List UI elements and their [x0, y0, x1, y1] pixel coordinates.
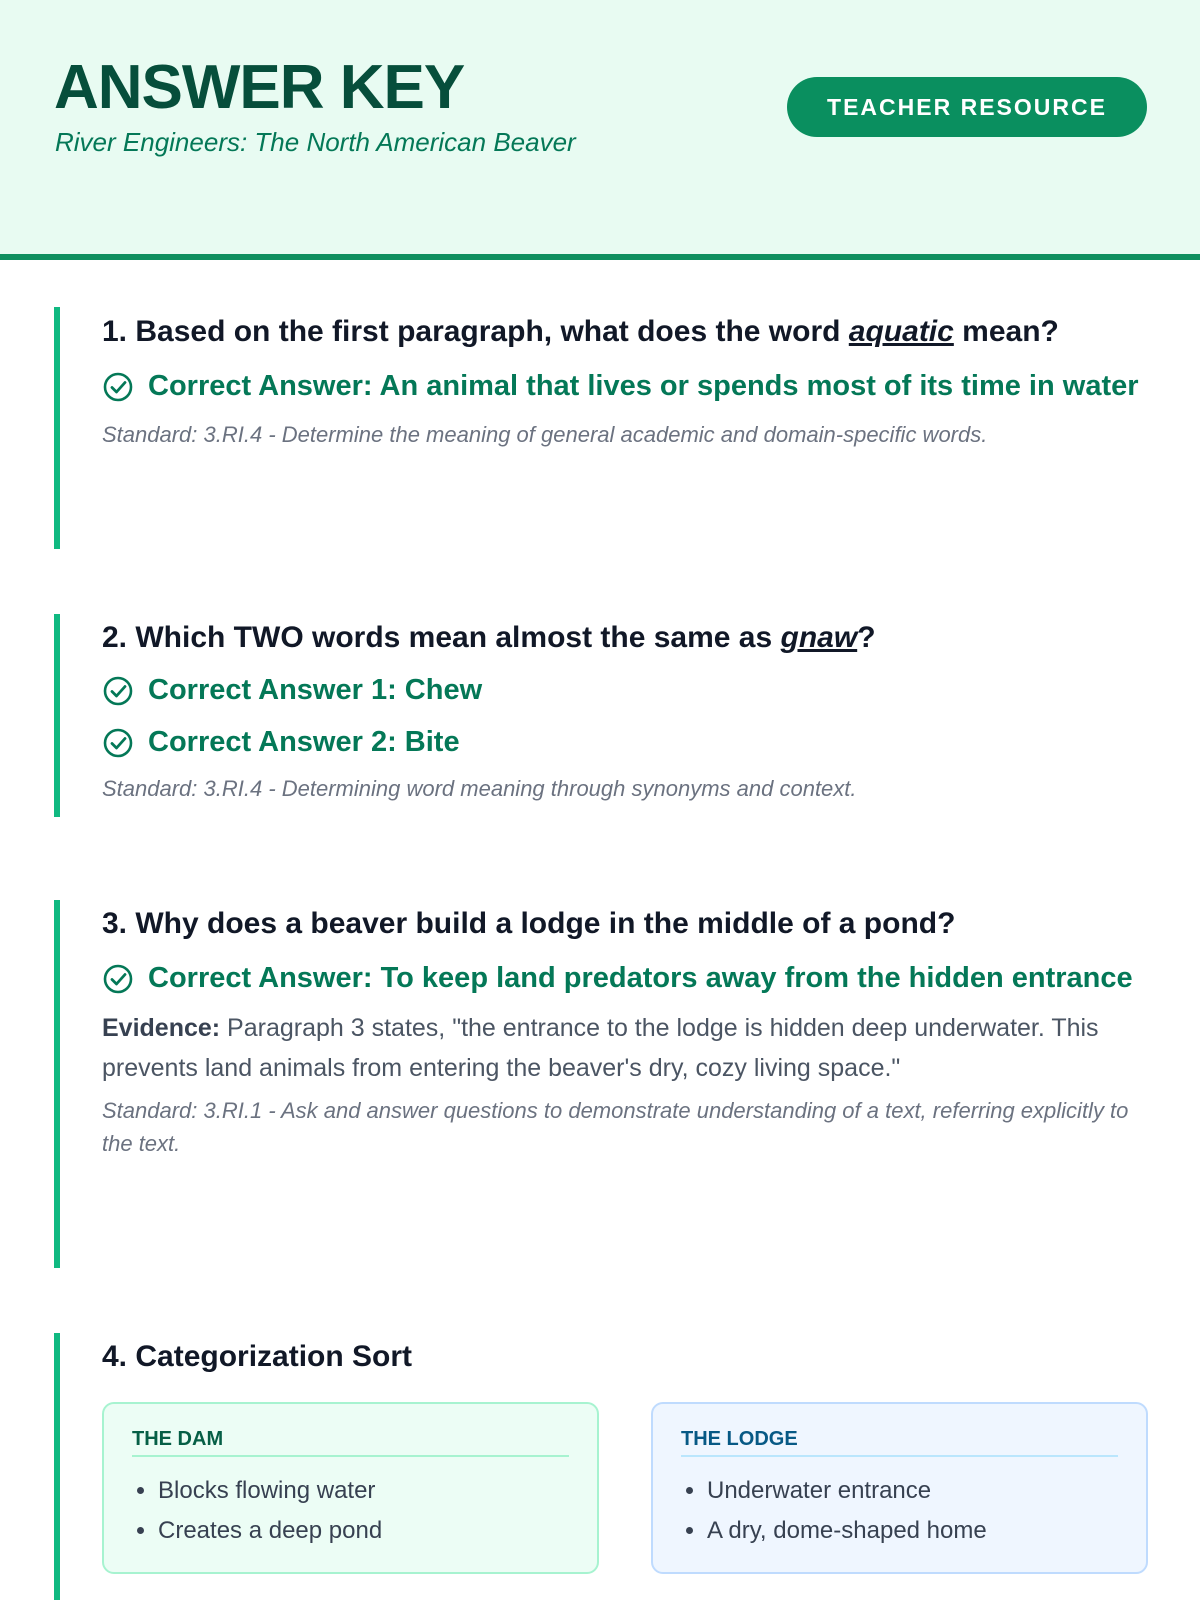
question-3-section [54, 900, 1148, 1268]
page-subtitle: River Engineers: The North American Beaver [55, 127, 576, 157]
standard-note: Standard: 3.RI.1 - Ask and answer questions to demonstrate understanding of a text, referring explicitly to the text. [102, 1098, 1129, 1156]
question-1-text [102, 309, 1148, 355]
lodge-category-card [651, 1402, 1148, 1574]
question-1-suffix: mean? [953, 315, 1059, 348]
standard-note: Standard: 3.RI.4 - Determine the meaning of general academic and domain-specific words. [102, 422, 988, 447]
question-2-section [54, 614, 1148, 817]
question-2-answer-2 [102, 719, 1148, 766]
check-circle-icon [102, 675, 134, 707]
question-3-answer [102, 955, 1148, 1002]
dam-card-title: THE DAM [132, 1428, 569, 1457]
question-2-term: gnaw [780, 621, 858, 654]
question-3-text: 3. Why does a beaver build a lodge in the middle of a pond? [102, 907, 956, 940]
question-1-section [54, 307, 1148, 549]
categorization-cards [102, 1402, 1148, 1574]
evidence-label: Evidence: [102, 1014, 221, 1042]
question-2-suffix: ? [857, 621, 876, 654]
question-4-section [54, 1333, 1148, 1600]
answer-text: Correct Answer: To keep land predators away from the hidden entrance [148, 962, 1133, 994]
check-circle-icon [102, 727, 134, 759]
page-title: ANSWER KEY [54, 53, 465, 122]
check-circle-icon [102, 963, 134, 995]
question-1-term: aquatic [848, 315, 954, 348]
standard-note: Standard: 3.RI.4 - Determining word meaning through synonyms and context. [102, 776, 857, 801]
evidence-text [102, 1008, 1148, 1088]
list-item: • A dry, dome-shaped home [707, 1511, 1118, 1551]
answer-text: Correct Answer: An animal that lives or spends most of its time in water [148, 370, 1139, 402]
answer-text: Correct Answer 2: Bite [148, 726, 460, 758]
question-2-text [102, 615, 1148, 661]
question-2-prefix: 2. Which TWO words mean almost the same as [102, 621, 781, 654]
question-1-answer [102, 363, 1148, 410]
check-circle-icon [102, 371, 134, 403]
dam-item-list [132, 1471, 569, 1551]
question-2-answer-1 [102, 667, 1148, 714]
question-4-text: 4. Categorization Sort [102, 1340, 413, 1373]
teacher-resource-badge: TEACHER RESOURCE [787, 77, 1147, 137]
answer-text: Correct Answer 1: Chew [148, 674, 483, 706]
lodge-card-title: THE LODGE [681, 1428, 1118, 1457]
list-item: • Underwater entrance [707, 1471, 1118, 1511]
evidence-body: Paragraph 3 states, "the entrance to the lodge is hidden deep underwater. This prevents land animals from entering the beaver's dry, cozy living space." [102, 1014, 1099, 1082]
header-banner [0, 0, 1200, 260]
question-1-prefix: 1. Based on the first paragraph, what does the word [102, 315, 849, 348]
list-item: • Creates a deep pond [158, 1511, 569, 1551]
list-item: • Blocks flowing water [158, 1471, 569, 1511]
dam-category-card [102, 1402, 599, 1574]
lodge-item-list [681, 1471, 1118, 1551]
